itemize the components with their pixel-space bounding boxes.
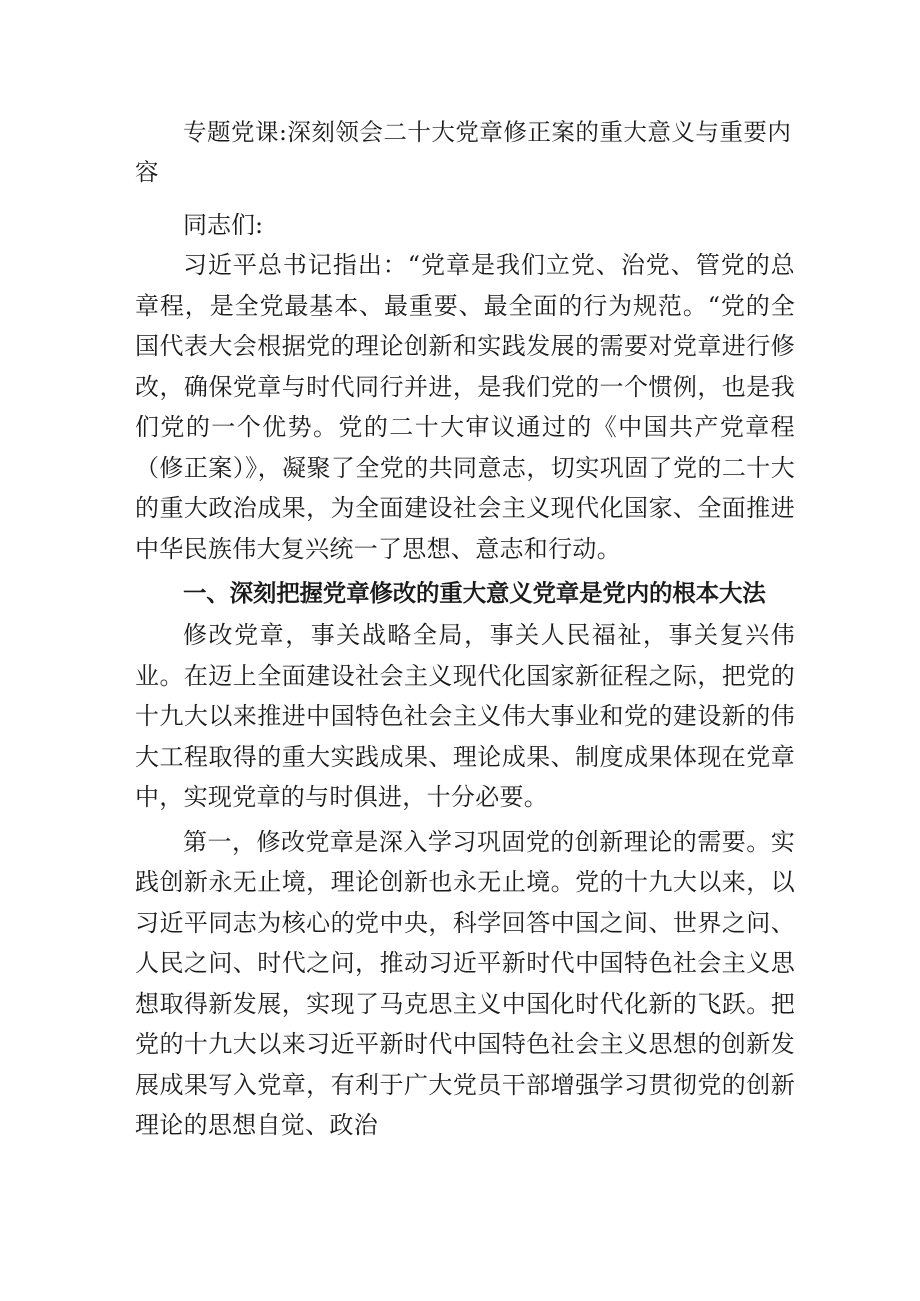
document-title-main: 专题党课:深刻领会二十大党章修正案的重大意义与重要内	[183, 118, 792, 146]
section-heading: 一、深刻把握党章修改的重大意义党章是党内的根本大法	[183, 579, 766, 607]
document-title	[135, 112, 795, 192]
greeting: 同志们:	[183, 211, 264, 239]
paragraph-first-point: 第一，修改党章是深入学习巩固党的创新理论的需要。实践创新永无止境，理论创新也永无止境。党的十九大以来，以习近平同志为核心的党中央，科学回答中国之间、世界之问、人民之问、时代之问，推动习近平新时代中国特色社会主义思想取得新发展，实现了马克思主义中国化时代化新的飞跃。把党的十九大以来习近平新时代中国特色社会主义思想的创新发展成果写入党章，有利于广大党员干部增强学习贯彻党的创新理论的思想自觉、政治	[135, 827, 795, 1139]
paragraph-section-intro: 修改党章，事关战略全局，事关人民福祉，事关复兴伟业。在迈上全面建设社会主义现代化国家新征程之际，把党的十九大以来推进中国特色社会主义伟大事业和党的建设新的伟大工程取得的重大实践成果、理论成果、制度成果体现在党章中，实现党章的与时俱进，十分必要。	[135, 621, 795, 811]
paragraph-intro: 习近平总书记指出：“党章是我们立党、治党、管党的总章程，是全党最基本、最重要、最全面的行为规范。“党的全国代表大会根据党的理论创新和实践发展的需要对党章进行修改，确保党章与时代同行并进，是我们党的一个惯例，也是我们党的一个优势。党的二十大审议通过的《中国共产党章程（修正案）》，凝聚了全党的共同意志，切实巩固了党的二十大的重大政治成果，为全面建设社会主义现代化国家、全面推进中华民族伟大复兴统一了思想、意志和行动。	[135, 251, 795, 563]
document-body	[135, 112, 795, 1146]
document-title-tail: 容	[135, 158, 159, 186]
